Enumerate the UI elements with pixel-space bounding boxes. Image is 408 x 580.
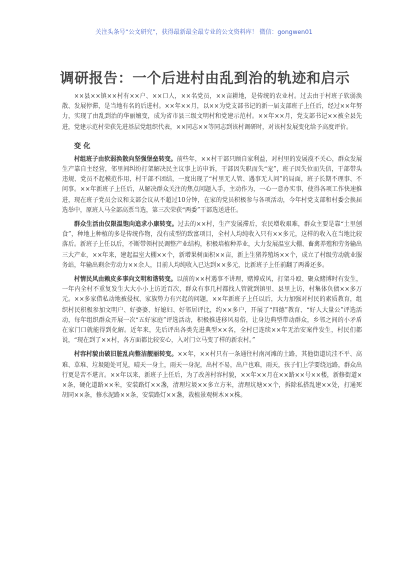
paragraph-lead: 村组班子由软弱涣散向坚强堡垒转变。 [74,155,177,163]
section-heading: 变 化 [74,141,91,150]
paragraph-text: 过去的××村，生产发展滞后，农民增收艰难，群众主要是靠“土里刨食”，种地上种植的多是传统作物，没有成型的致富项目，全村人均纯收入只有××多元，这样的收入在当地比较落后。新班子上任以后，不断带领村民调整产业结构，积极培植种养业，大力发展温室大棚、畜禽养殖和劳务输出三大产业，××年来，建起温室大棚××个，新增果树面积××亩，新上生猪养殖场××个，成立了村级劳动就业服务站，年输出剩余劳动力××余人，目前人均纯收入已达到××多元，比新班子上任前翻了两番还多。 [62,221,363,269]
paragraph-text: 前些年，××村干部只顾自家利益，对村里的发展漠不关心，群众发展生产靠自主经营，邻里间纠纷打架解决民主议事上访申诉，干部因失职而失“宠”，班子因失位而失信，干部带头违规、党员不起模范作用，村干部不团结，一度出现了“村里无人管、遇事无人问”的局面，班子长期不理事、不问事。××年新班子上任后，从解决群众关注的焦点问题入手，主动作为，一心一意办实事，使得各项工作快速推进，现在班子党员会议和支部会议从不超过10分钟，在家的党员积极参与各项活动，今年村党支部和村委会换届选举中，原班人马全部高票当选，第三次荣获“两委”干部选送进任。 [62,155,362,214]
document-body [62,92,362,401]
paragraph-text: 以前的××村遇事不讲理，赌博成风，打架斗殴、聚众赌博时有发生，一年内全村不重复发生大大小小上访近百次，群众有事几村都找人管就到镇里、县里上访，村集体负债××多万元。××多家借私动地被侵权、家族势力有兴起的问题，××年新班子上任以后，大力加强对村民的素质教育，组织村民积极参加文明户、好婆婆、好媳妇、好邻居评比，约××多户，开展了“四德”教育、“好人大量公”评选活动，每年组织群众开展一次“五好家庭”评选活动，积极推进移风易俗，让身边典型带动群众，乡邻之间的小矛盾在家门口就能得到化解。近年来，先后评出各类先进典型××名，全村已连续××年无治安案件发生，村民们都说，“现在到了××村，各方面都比较安心，入对门立马变了样的新农村。” [62,276,362,345]
paragraph-lead: 村情民风由赖皮多事向文明和谐转变。 [74,276,177,284]
paragraph-3 [62,275,362,346]
promo-banner: 关注头条号“公文研究”，获得最新最全最专业的公文资料库！ 微信：gongwen01 [95,29,313,36]
paragraph-2 [62,220,362,271]
paragraph-lead: 群众生活由仅限温饱向追求小康转变。 [74,221,178,229]
page-title: 调研报告：一个后进村由乱到治的轨迹和启示 [60,71,350,87]
paragraph-lead: 村容村貌由破旧脏乱向整洁靓丽转变。 [74,351,178,359]
paragraph-1 [62,155,362,216]
paragraph-text: ××年，××村只有一条通往村南河滩的土路，其他街道坑洼不平、高难、草堆、垃圾随处可见，晴天一身土，雨天一身泥，出村不易，出户也难，雨天，孩子们上学要绕远路，群众出行更是苦不堪言。××年以来，新班子上任后，为了改善村容村貌，××年××月在××路××号××楼，新修街道××条，硬化道路××米，安装路灯××盏，清理垃圾××多立方米，清理坑塘××个，拆除私搭乱建××处，打通死胡同××条，修水泥路××条，安装路灯××盏，栽植景观树木××株。 [62,351,363,400]
intro-paragraph: ××县××镇××村有××户、××口人，××名党员，××亩耕地，是传统的农业村。过去由于村班子软弱涣散、发展停滞，是当地有名的后进村。××年××月，以××为党支部书记的新一届支部班子上任后，经过××年努力，实现了由乱到治的华丽嬗变，成为省市县三级文明村和党建示范村。××年××月，党支部书记××被全县先进，党建示范村荣获先进基层党组织代表，××同志××等同志到该村调研时，对该村发展变化给予高度评价。 [62,93,362,131]
paragraph-4 [62,350,362,401]
